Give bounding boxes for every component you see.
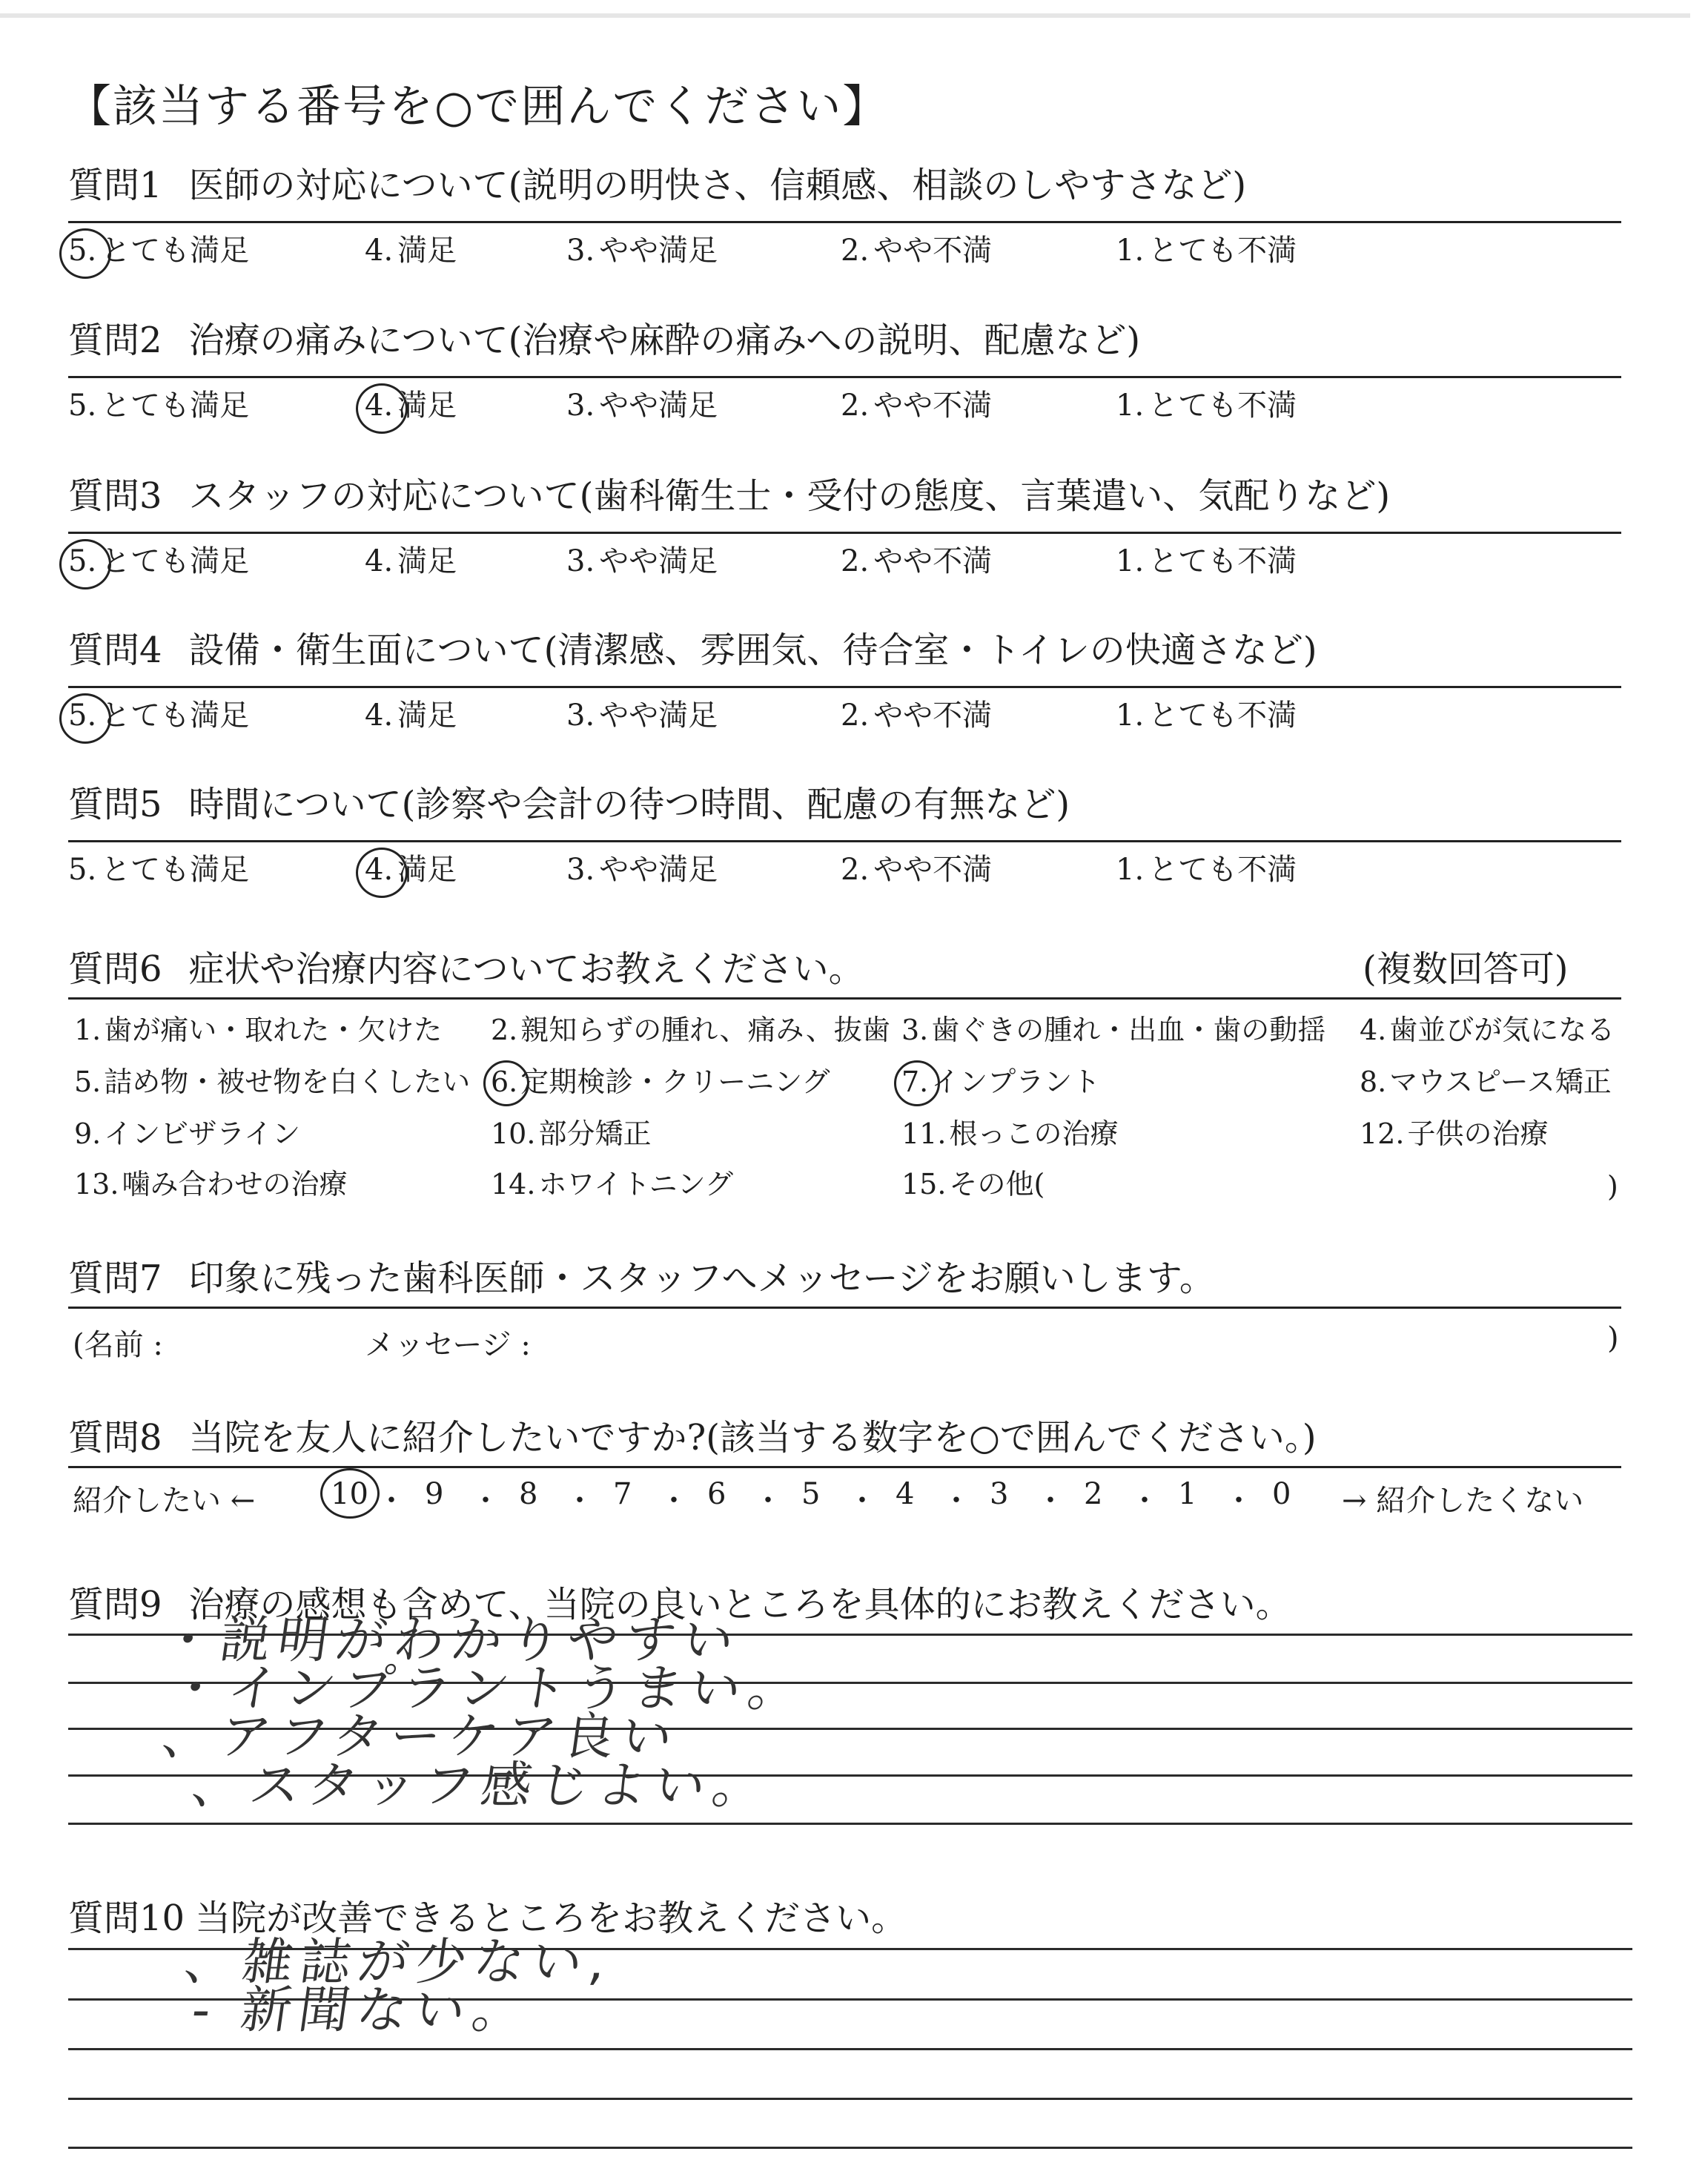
q8-scale-9[interactable]: 9	[425, 1477, 444, 1511]
q5-heading	[68, 784, 1070, 825]
q3-option-3[interactable]	[566, 546, 718, 576]
option-label: やや不満	[873, 853, 993, 887]
q4-option-2[interactable]	[841, 698, 993, 733]
option-label: 満足	[397, 234, 457, 268]
q9-text: 治療の感想も含めて、当院の良いところを具体的にお教えください。	[188, 1584, 1291, 1625]
option-label: とても不満	[1148, 698, 1297, 733]
q10-text: 当院が改善できるところをお教えください。	[195, 1898, 907, 1939]
q7-close-paren: )	[1607, 1321, 1619, 1355]
q3-options	[68, 546, 1621, 584]
q3-option-5[interactable]	[68, 546, 249, 576]
q4-options	[68, 698, 1621, 738]
option-number: 12.	[1360, 1117, 1405, 1150]
option-number: 2.	[841, 234, 870, 268]
q4-option-1[interactable]	[1116, 698, 1297, 733]
option-label: 歯ぐきの腫れ・出血・歯の動揺	[931, 1014, 1326, 1046]
q6-option-12[interactable]	[1360, 1117, 1549, 1150]
option-label: やや不満	[873, 698, 993, 733]
option-label: とても不満	[1148, 234, 1297, 268]
q4-option-3[interactable]	[566, 698, 718, 733]
option-label: 歯が痛い・取れた・欠けた	[104, 1014, 443, 1046]
option-label: やや満足	[599, 544, 718, 578]
q9-writing-line	[68, 1823, 1632, 1825]
option-number: 3.	[566, 544, 595, 578]
option-number: 2.	[841, 698, 870, 733]
q7-heading	[68, 1258, 1215, 1299]
option-number: 3.	[566, 698, 595, 733]
q6-heading	[68, 948, 864, 990]
q3-option-4[interactable]	[365, 546, 457, 576]
option-number: 2.	[841, 853, 870, 887]
option-number: 15.	[901, 1168, 947, 1200]
q6-option-10[interactable]	[491, 1117, 652, 1150]
q6-option-15[interactable]	[901, 1170, 1045, 1198]
option-label: 噛み合わせの治療	[122, 1168, 348, 1200]
option-number: 3.	[566, 389, 595, 423]
q8-rule	[68, 1466, 1621, 1468]
option-number: 9.	[74, 1117, 102, 1150]
q5-option-2[interactable]	[841, 855, 992, 885]
q5-option-3[interactable]	[566, 855, 718, 885]
option-number: 5.	[74, 1066, 102, 1098]
q1-heading	[68, 165, 1247, 206]
q8-scale-dot: ・	[659, 1484, 689, 1518]
q8-scale-dot: ・	[377, 1484, 406, 1518]
option-label: とても満足	[101, 234, 250, 268]
q6-option-8[interactable]	[1360, 1068, 1612, 1096]
option-number: 1.	[1116, 389, 1145, 423]
q8-scale-dot: ・	[1224, 1484, 1254, 1518]
q8-scale-2[interactable]: 2	[1084, 1477, 1103, 1511]
q3-text: スタッフの対応について(歯科衛生士・受付の態度、言葉遣い、気配りなど)	[188, 475, 1391, 517]
q2-options	[68, 391, 1621, 428]
q10-writing-line	[68, 2048, 1632, 2050]
q2-text: 治療の痛みについて(治療や麻酔の痛みへの説明、配慮など)	[188, 320, 1141, 361]
q9-answer-4: 、スタッフ感じよい。	[188, 1757, 775, 1815]
q6-text: 症状や治療内容についてお教えください。	[188, 948, 864, 990]
q8-scale-dot: ・	[847, 1484, 877, 1518]
q8-scale-dot: ・	[753, 1484, 783, 1518]
q2-option-5[interactable]	[68, 389, 250, 423]
selection-circle	[356, 848, 408, 898]
q5-option-5[interactable]	[68, 855, 249, 885]
q6-option-1[interactable]	[74, 1016, 442, 1044]
q10-writing-line	[68, 2147, 1632, 2149]
q1-option-2[interactable]	[841, 234, 993, 268]
option-number: 1.	[1116, 853, 1145, 887]
option-number: 2.	[841, 389, 870, 423]
q1-option-1[interactable]	[1116, 234, 1297, 268]
option-label: 歯並びが気になる	[1389, 1014, 1615, 1046]
option-label: とても満足	[101, 544, 250, 578]
q6-option-5[interactable]	[74, 1068, 470, 1096]
option-number: 3.	[901, 1014, 929, 1046]
option-label: とても満足	[101, 389, 250, 423]
q2-option-3[interactable]	[566, 389, 718, 423]
q6-note: (複数回答可)	[1363, 948, 1569, 990]
option-label: やや満足	[599, 389, 718, 423]
option-number: 7.	[901, 1068, 928, 1096]
option-label: とても不満	[1148, 853, 1297, 887]
option-label: インビザライン	[104, 1117, 301, 1150]
q8-scale-1[interactable]: 1	[1178, 1477, 1197, 1511]
q7-label: 質問7	[68, 1258, 162, 1299]
option-label: 子供の治療	[1407, 1117, 1549, 1150]
q2-option-2[interactable]	[841, 389, 993, 423]
option-number: 5.	[68, 236, 96, 265]
option-number: 8.	[1360, 1066, 1387, 1098]
q7-name-field[interactable]: (名前 :	[73, 1328, 163, 1362]
q8-scale-dot: ・	[1036, 1484, 1065, 1518]
q2-rule	[68, 376, 1621, 378]
scan-top-edge	[0, 13, 1690, 18]
option-number: 1.	[1116, 544, 1145, 578]
option-number: 4.	[365, 855, 393, 885]
q8-scale-dot: ・	[471, 1484, 500, 1518]
q10-answer-2: - 新聞ない。	[188, 1981, 534, 2040]
selection-circle	[320, 1468, 380, 1519]
q5-options	[68, 855, 1621, 892]
q5-label: 質問5	[68, 784, 162, 825]
q8-scale-8[interactable]: 8	[519, 1477, 538, 1511]
selection-circle	[59, 539, 111, 589]
option-number: 5.	[68, 701, 96, 730]
option-label: 部分矯正	[538, 1117, 652, 1150]
q6-option-2[interactable]	[491, 1016, 890, 1044]
option-number: 13.	[74, 1168, 119, 1200]
q10-label: 質問10	[68, 1898, 185, 1939]
q8-scale-3[interactable]: 3	[990, 1477, 1009, 1511]
option-label: 詰め物・被せ物を白くしたい	[104, 1066, 471, 1098]
q4-option-5[interactable]	[68, 698, 250, 733]
q3-label: 質問3	[68, 475, 162, 517]
option-label: 満足	[397, 698, 457, 733]
q8-scale-dot: ・	[1130, 1484, 1159, 1518]
q8-scale-dot: ・	[565, 1484, 595, 1518]
q9-answer-1: ・説明がわかりやすい	[158, 1611, 745, 1670]
q2-label: 質問2	[68, 320, 162, 361]
option-label: やや不満	[873, 389, 993, 423]
option-label: とても満足	[101, 698, 250, 733]
q3-option-2[interactable]	[841, 546, 992, 576]
q4-heading	[68, 630, 1317, 671]
q3-rule	[68, 532, 1621, 534]
q3-option-1[interactable]	[1116, 546, 1297, 576]
q5-option-1[interactable]	[1116, 855, 1297, 885]
q8-left-label: 紹介したい ←	[73, 1484, 256, 1518]
option-label: とても不満	[1148, 544, 1297, 578]
selection-circle	[59, 228, 111, 279]
q6-rule	[68, 997, 1621, 1000]
q6-option-6[interactable]	[491, 1068, 830, 1096]
option-number: 11.	[901, 1117, 947, 1150]
q6-option-7[interactable]	[901, 1068, 1100, 1096]
option-number: 1.	[1116, 234, 1145, 268]
q7-message-field[interactable]: メッセージ :	[365, 1328, 531, 1362]
option-label: とても不満	[1148, 389, 1297, 423]
q8-right-label: → 紹介したくない	[1342, 1484, 1584, 1518]
q10-answer-1: 、雑誌が少ない,	[180, 1933, 618, 1992]
option-label: やや不満	[873, 544, 993, 578]
option-label: 満足	[397, 389, 457, 423]
option-number: 2.	[491, 1014, 518, 1046]
option-number: 5.	[68, 853, 97, 887]
selection-circle	[59, 693, 111, 744]
q7-rule	[68, 1307, 1621, 1309]
q2-option-1[interactable]	[1116, 389, 1297, 423]
option-label: マウスピース矯正	[1389, 1066, 1612, 1098]
q1-options	[68, 236, 1621, 273]
option-number: 10.	[491, 1117, 536, 1150]
option-label: 親知らずの腫れ、痛み、抜歯	[520, 1014, 890, 1046]
option-number: 5.	[68, 389, 97, 423]
q4-text: 設備・衛生面について(清潔感、雰囲気、待合室・トイレの快適さなど)	[188, 630, 1317, 671]
q6-close-paren: )	[1607, 1170, 1618, 1203]
q8-scale-dot: ・	[941, 1484, 971, 1518]
option-label: やや満足	[599, 234, 718, 268]
q5-option-4[interactable]	[365, 855, 457, 885]
option-label: ホワイトニング	[538, 1168, 734, 1200]
option-number: 4.	[1360, 1014, 1387, 1046]
option-number: 1.	[1116, 698, 1145, 733]
q2-heading	[68, 320, 1141, 361]
q1-option-4[interactable]	[365, 234, 457, 268]
option-number: 1.	[74, 1014, 102, 1046]
q5-text: 時間について(診察や会計の待つ時間、配慮の有無など)	[188, 784, 1070, 825]
q6-option-13[interactable]	[74, 1170, 347, 1198]
q8-scale-10[interactable]: 10	[331, 1477, 368, 1511]
option-label: 満足	[397, 544, 457, 578]
selection-circle	[483, 1060, 529, 1106]
q2-option-4[interactable]	[365, 389, 457, 423]
q8-scale-6[interactable]: 6	[707, 1477, 726, 1511]
q1-option-5[interactable]	[68, 234, 250, 268]
q8-text: 当院を友人に紹介したいですか?(該当する数字を○で囲んでください。)	[188, 1417, 1317, 1459]
q8-scale-4[interactable]: 4	[896, 1477, 915, 1511]
q8-heading	[68, 1417, 1317, 1459]
q1-option-3[interactable]	[566, 234, 718, 268]
q8-scale-7[interactable]: 7	[613, 1477, 632, 1511]
q6-label: 質問6	[68, 948, 162, 990]
q4-rule	[68, 686, 1621, 688]
q8-scale-0[interactable]: 0	[1272, 1477, 1291, 1511]
option-number: 3.	[566, 853, 595, 887]
q4-option-4[interactable]	[365, 698, 457, 733]
selection-circle	[356, 383, 408, 434]
option-label: 根っこの治療	[949, 1117, 1119, 1150]
q6-option-11[interactable]	[901, 1117, 1119, 1150]
page-title: 【該当する番号を○で囲んでください】	[67, 81, 889, 133]
q7-text: 印象に残った歯科医師・スタッフへメッセージをお願いします。	[188, 1258, 1215, 1299]
q9-label: 質問9	[68, 1584, 162, 1625]
q6-option-14[interactable]	[491, 1170, 733, 1198]
option-number: 14.	[491, 1168, 536, 1200]
q10-writing-line	[68, 2098, 1632, 2100]
q8-scale-5[interactable]: 5	[801, 1477, 821, 1511]
q9-answer-2: ・インプラントうまい。	[165, 1659, 810, 1718]
q6-option-9[interactable]	[74, 1117, 301, 1150]
option-number: 5.	[68, 546, 96, 576]
option-number: 4.	[365, 234, 394, 268]
q5-rule	[68, 840, 1621, 842]
option-number: 4.	[365, 544, 394, 578]
q4-label: 質問4	[68, 630, 162, 671]
option-label: やや満足	[599, 698, 718, 733]
option-label: その他(	[949, 1168, 1045, 1200]
option-label: 定期検診・クリーニング	[520, 1066, 830, 1098]
q1-label: 質問1	[68, 165, 162, 206]
q3-heading	[68, 475, 1391, 517]
option-label: やや満足	[599, 853, 718, 887]
q8-label: 質問8	[68, 1417, 162, 1459]
option-label: とても満足	[101, 853, 250, 887]
option-label: やや不満	[873, 234, 993, 268]
option-number: 4.	[365, 391, 393, 420]
option-number: 3.	[566, 234, 595, 268]
q1-rule	[68, 221, 1621, 223]
q6-option-3[interactable]	[901, 1016, 1325, 1044]
option-number: 4.	[365, 698, 394, 733]
q1-text: 医師の対応について(説明の明快さ、信頼感、相談のしやすさなど)	[188, 165, 1247, 206]
option-label: インプラント	[931, 1066, 1101, 1098]
option-label: 満足	[397, 853, 457, 887]
q9-answer-3: 、アフターケア良い	[158, 1708, 683, 1766]
option-number: 2.	[841, 544, 870, 578]
q6-option-4[interactable]	[1360, 1016, 1615, 1044]
selection-circle	[894, 1060, 940, 1106]
option-number: 6.	[491, 1068, 517, 1096]
